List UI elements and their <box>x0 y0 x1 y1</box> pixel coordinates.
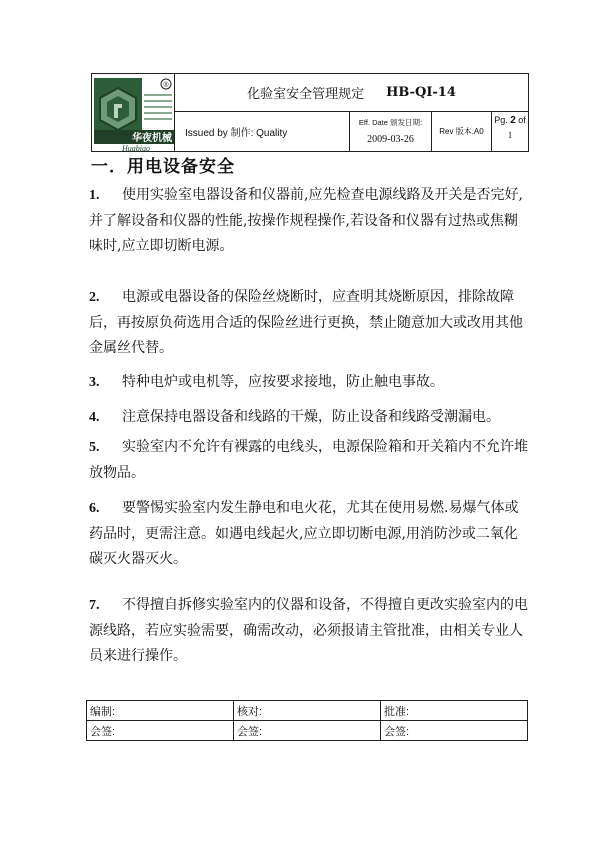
effective-date-label: Eff. Date 颁发日期: <box>358 118 423 127</box>
brand-en: Huabiao <box>122 144 150 152</box>
page-number-cell <box>492 112 529 152</box>
document-title-cell <box>175 73 529 112</box>
signature-table <box>86 700 528 741</box>
item-text: 电源或电器设备的保险丝烧断时，应查明其烧断原因，排除故障后，再按原负荷选用合适的保险丝进行更换，禁止随意加大或改用其他金属丝代替。 <box>89 289 523 356</box>
item-number: 4. <box>89 410 100 425</box>
revision: Rev 版本.A0 <box>432 112 492 152</box>
list-item <box>89 435 529 486</box>
list-item <box>89 183 529 260</box>
list-item <box>89 370 529 396</box>
approved-by-cell: 批准: <box>381 701 528 721</box>
document-header <box>91 73 529 152</box>
issued-by: Issued by 制作: Quality <box>175 112 350 152</box>
countersign-cell: 会签: <box>381 721 528 741</box>
brand-cn: 华夜机械 <box>132 133 172 144</box>
header-meta-row <box>175 112 529 152</box>
countersign-cell: 会签: <box>87 721 234 741</box>
document-title: 化验室安全管理规定 <box>247 87 365 102</box>
company-logo <box>91 73 175 152</box>
page-of: of <box>518 115 526 125</box>
effective-date: 2009-03-26 <box>367 134 414 145</box>
table-row <box>87 701 528 721</box>
list-item <box>89 405 529 431</box>
item-text: 要警惕实验室内发生静电和电火花，尤其在使用易燃.易爆气体或药品时，更需注意。如遇电线起火,应立即切断电源,用消防沙或二氧化碳灭火器灭火。 <box>89 500 519 567</box>
list-item <box>89 285 529 362</box>
list-item <box>89 593 529 670</box>
item-number: 5. <box>89 440 100 455</box>
item-number: 6. <box>89 501 100 516</box>
item-text: 特种电炉或电机等，应按要求接地，防止触电事故。 <box>122 374 444 390</box>
page-number: 2 <box>510 115 516 126</box>
item-number: 2. <box>89 290 100 305</box>
logo-graphic <box>92 74 175 152</box>
list-item <box>89 496 529 573</box>
item-number: 1. <box>89 188 100 203</box>
checked-by-cell: 核对: <box>234 701 381 721</box>
item-number: 7. <box>89 598 100 613</box>
countersign-cell: 会签: <box>234 721 381 741</box>
table-row <box>87 721 528 741</box>
item-text: 不得擅自拆修实验室内的仪器和设备，不得擅自更改实验室内的电源线路，若应实验需要，确需改动，必须报请主管批准，由相关专业人员来进行操作。 <box>89 597 528 664</box>
effective-date-cell <box>350 112 432 152</box>
item-text: 注意保持电器设备和线路的干燥，防止设备和线路受潮漏电。 <box>122 409 500 425</box>
page-total: 1 <box>507 130 513 140</box>
registered-mark: ® <box>163 82 169 89</box>
document-code: HB-QI-14 <box>386 85 456 100</box>
prepared-by-cell: 编制: <box>87 701 234 721</box>
item-number: 3. <box>89 375 100 390</box>
section-title: 一．用电设备安全 <box>91 157 235 177</box>
item-text: 实验室内不允许有裸露的电线头，电源保险箱和开关箱内不允许堆放物品。 <box>89 439 528 481</box>
page-label: Pg. <box>494 115 508 125</box>
item-text: 使用实验室电器设备和仪器前,应先检查电源线路及开关是否完好,并了解设备和仪器的性能,按操作规程操作,若设备和仪器有过热或焦糊味时,应立即切断电源。 <box>89 187 523 254</box>
